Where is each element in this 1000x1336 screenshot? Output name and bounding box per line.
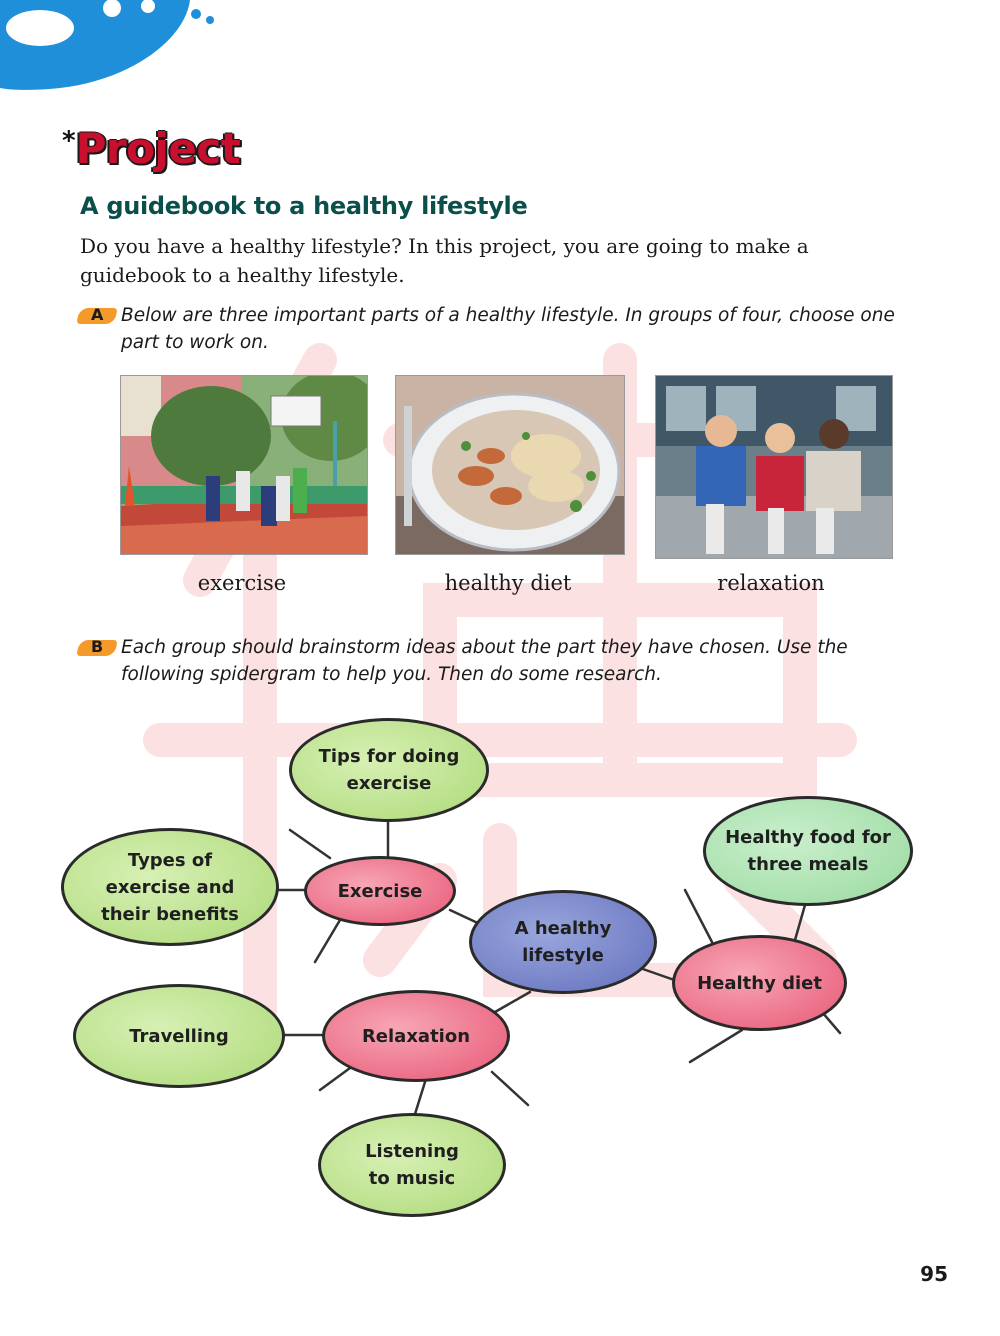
node-types-of-exercise: Types of exercise and their benefits (61, 828, 279, 946)
node-healthy-diet: Healthy diet (672, 935, 847, 1031)
node-healthy-lifestyle-center: A healthy lifestyle (469, 890, 657, 994)
optional-star: * (62, 126, 76, 156)
relaxation-photo (655, 375, 893, 559)
caption-relaxation: relaxation (717, 571, 825, 595)
node-tips-for-exercise: Tips for doing exercise (289, 718, 489, 822)
intro-paragraph: Do you have a healthy lifestyle? In this project, you are going to make a guidebook to a healthy lifestyle. (80, 234, 809, 287)
caption-healthy-diet: healthy diet (444, 571, 572, 595)
task-a-badge: A (78, 305, 118, 327)
task-b-instructions: Each group should brainstorm ideas about the part they have chosen. Use the following spidergram to help you. Then do some research. (121, 637, 848, 685)
page-number: 95 (920, 1262, 948, 1286)
task-b-badge: B (78, 637, 118, 659)
node-healthy-food: Healthy food for three meals (703, 796, 913, 906)
page-subtitle: A guidebook to a healthy lifestyle (80, 192, 528, 220)
task-a-instructions: Below are three important parts of a healthy lifestyle. In groups of four, choose one part to work on. (121, 305, 895, 353)
node-listening-to-music: Listening to music (318, 1113, 506, 1217)
caption-exercise: exercise (197, 571, 287, 595)
node-relaxation: Relaxation (322, 990, 510, 1082)
node-travelling: Travelling (73, 984, 285, 1088)
healthy-diet-photo (395, 375, 625, 555)
corner-decoration (0, 0, 240, 100)
node-exercise: Exercise (304, 856, 456, 926)
project-heading (62, 124, 240, 173)
exercise-photo (120, 375, 368, 555)
project-title: Project (75, 124, 241, 173)
